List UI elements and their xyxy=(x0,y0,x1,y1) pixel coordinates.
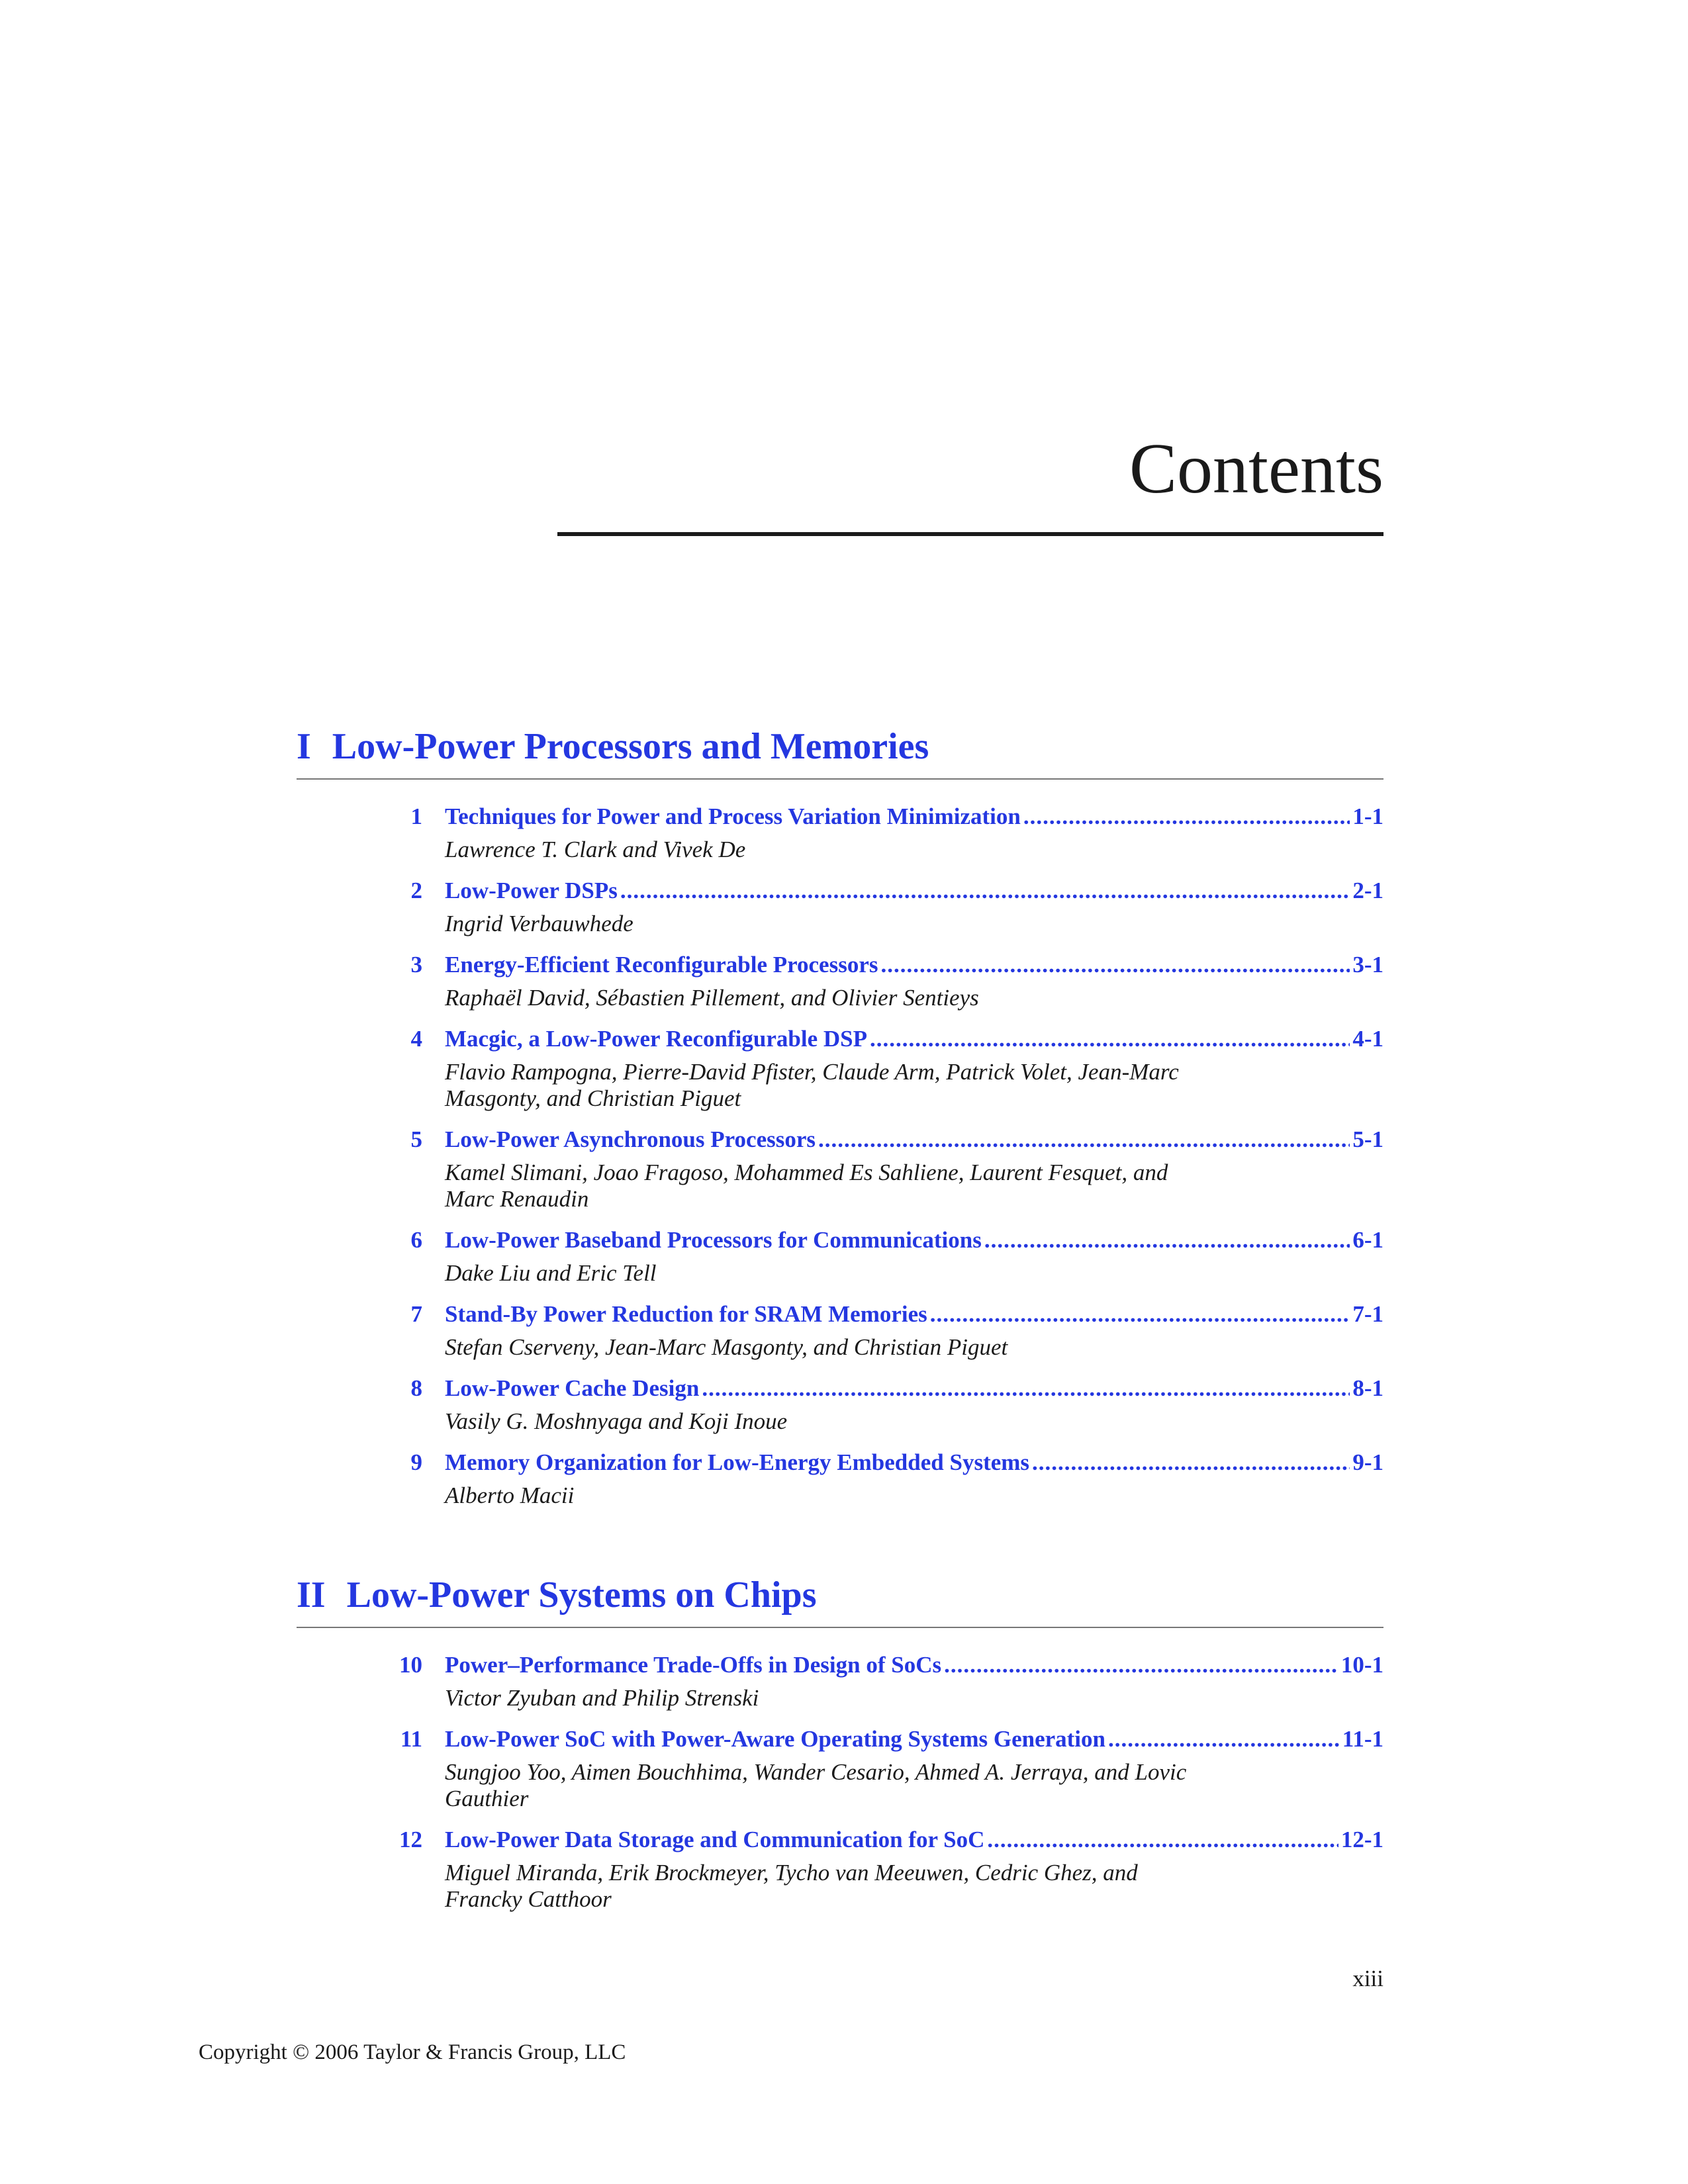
chapter-number: 7 xyxy=(410,1301,422,1327)
chapter-authors: Stefan Cserveny, Jean-Marc Masgonty, and Christian Piguet xyxy=(445,1334,1008,1360)
chapter-title: Stand-By Power Reduction for SRAM Memories xyxy=(445,1301,927,1327)
part-section xyxy=(297,728,1383,1522)
chapter-entry xyxy=(297,1125,1383,1212)
chapter-link[interactable] xyxy=(297,950,1383,979)
dot-leader xyxy=(818,1125,1350,1154)
chapter-authors: Vasily G. Moshnyaga and Koji Inoue xyxy=(445,1408,788,1434)
chapter-number: 8 xyxy=(410,1375,422,1401)
chapter-number: 2 xyxy=(410,878,422,903)
chapter-link[interactable] xyxy=(297,1725,1383,1754)
chapter-entry xyxy=(297,1725,1383,1812)
chapter-number: 9 xyxy=(410,1449,422,1475)
chapter-entry xyxy=(297,1300,1383,1361)
chapter-title: Low-Power SoC with Power-Aware Operating Systems Generation xyxy=(445,1726,1105,1752)
chapter-title: Low-Power DSPs xyxy=(445,878,618,903)
chapter-authors: Sungjoo Yoo, Aimen Bouchhima, Wander Cesario, Ahmed A. Jerraya, and Lovic Gauthier xyxy=(445,1759,1187,1811)
chapter-entry xyxy=(297,802,1383,863)
chapter-authors: Kamel Slimani, Joao Fragoso, Mohammed Es Sahliene, Laurent Fesquet, and Marc Renaudin xyxy=(445,1160,1168,1212)
chapter-page: 9-1 xyxy=(1352,1449,1383,1475)
chapter-link[interactable] xyxy=(297,876,1383,905)
chapter-page: 2-1 xyxy=(1352,878,1383,903)
chapter-title: Low-Power Cache Design xyxy=(445,1375,700,1401)
contents-title: Contents xyxy=(1129,430,1383,508)
dot-leader xyxy=(881,950,1350,979)
chapter-title: Low-Power Data Storage and Communication for SoC xyxy=(445,1827,985,1852)
part-heading[interactable] xyxy=(297,1576,1383,1616)
part-number: I xyxy=(297,726,311,767)
dot-leader xyxy=(1032,1448,1350,1477)
chapter-page: 11-1 xyxy=(1342,1726,1383,1752)
chapter-page: 1-1 xyxy=(1352,803,1383,829)
chapter-link[interactable] xyxy=(297,1825,1383,1854)
part-number: II xyxy=(297,1574,326,1615)
chapter-authors: Dake Liu and Eric Tell xyxy=(445,1260,657,1286)
chapter-title: Low-Power Asynchronous Processors xyxy=(445,1126,816,1152)
dot-leader xyxy=(702,1374,1350,1403)
dot-leader xyxy=(1023,802,1350,831)
chapter-authors: Miguel Miranda, Erik Brockmeyer, Tycho van Meeuwen, Cedric Ghez, and Francky Catthoor xyxy=(445,1860,1138,1912)
chapter-number: 5 xyxy=(410,1126,422,1152)
chapter-title: Techniques for Power and Process Variation Minimization xyxy=(445,803,1021,829)
chapter-link[interactable] xyxy=(297,1651,1383,1680)
chapter-page: 8-1 xyxy=(1352,1375,1383,1401)
chapter-number: 6 xyxy=(410,1227,422,1253)
chapter-link[interactable] xyxy=(297,1125,1383,1154)
chapter-title: Low-Power Baseband Processors for Communications xyxy=(445,1227,982,1253)
page-number: xiii xyxy=(1352,1966,1383,1991)
copyright-notice: Copyright © 2006 Taylor & Francis Group, LLC xyxy=(199,2040,626,2064)
dot-leader xyxy=(1108,1725,1340,1754)
chapter-page: 5-1 xyxy=(1352,1126,1383,1152)
dot-leader xyxy=(870,1024,1350,1054)
chapter-authors: Flavio Rampogna, Pierre-David Pfister, Claude Arm, Patrick Volet, Jean-Marc Masgonty, and Christian Piguet xyxy=(445,1059,1179,1111)
chapter-title: Power–Performance Trade-Offs in Design of SoCs xyxy=(445,1652,942,1678)
chapter-entry xyxy=(297,950,1383,1011)
chapter-link[interactable] xyxy=(297,1226,1383,1255)
chapter-page: 6-1 xyxy=(1352,1227,1383,1253)
chapter-title: Macgic, a Low-Power Reconfigurable DSP xyxy=(445,1026,867,1052)
part-title: Low-Power Systems on Chips xyxy=(346,1574,817,1615)
chapter-number: 11 xyxy=(400,1726,422,1752)
chapter-entry xyxy=(297,1374,1383,1435)
chapter-title: Memory Organization for Low-Energy Embedded Systems xyxy=(445,1449,1030,1475)
chapter-page: 12-1 xyxy=(1340,1827,1383,1852)
chapter-entry xyxy=(297,876,1383,937)
dot-leader xyxy=(930,1300,1350,1329)
chapter-page: 3-1 xyxy=(1352,952,1383,978)
chapter-authors: Victor Zyuban and Philip Strenski xyxy=(445,1685,759,1711)
chapter-page: 10-1 xyxy=(1340,1652,1383,1678)
chapter-entry xyxy=(297,1448,1383,1509)
chapter-link[interactable] xyxy=(297,802,1383,831)
dot-leader xyxy=(987,1825,1338,1854)
part-heading[interactable] xyxy=(297,728,1383,768)
chapter-link[interactable] xyxy=(297,1300,1383,1329)
chapter-number: 3 xyxy=(410,952,422,978)
chapter-entry xyxy=(297,1651,1383,1711)
chapter-authors: Alberto Macii xyxy=(445,1482,575,1508)
title-rule xyxy=(557,532,1383,536)
dot-leader xyxy=(984,1226,1350,1255)
dot-leader xyxy=(620,876,1350,905)
chapter-entry xyxy=(297,1226,1383,1287)
chapter-page: 4-1 xyxy=(1352,1026,1383,1052)
chapter-list xyxy=(297,802,1383,1509)
chapter-list xyxy=(297,1651,1383,1913)
chapter-number: 4 xyxy=(410,1026,422,1052)
chapter-page: 7-1 xyxy=(1352,1301,1383,1327)
chapter-entry xyxy=(297,1825,1383,1913)
part-rule xyxy=(297,778,1383,780)
chapter-authors: Ingrid Verbauwhede xyxy=(445,911,633,936)
part-title: Low-Power Processors and Memories xyxy=(332,726,929,767)
chapter-authors: Raphaël David, Sébastien Pillement, and Olivier Sentieys xyxy=(445,985,979,1011)
chapter-link[interactable] xyxy=(297,1448,1383,1477)
chapter-number: 12 xyxy=(399,1827,422,1852)
chapter-number: 1 xyxy=(410,803,422,829)
chapter-title: Energy-Efficient Reconfigurable Processors xyxy=(445,952,878,978)
chapter-number: 10 xyxy=(399,1652,422,1678)
chapter-entry xyxy=(297,1024,1383,1112)
chapter-link[interactable] xyxy=(297,1024,1383,1054)
part-rule xyxy=(297,1627,1383,1628)
chapter-authors: Lawrence T. Clark and Vivek De xyxy=(445,837,746,862)
part-section xyxy=(297,1576,1383,1926)
chapter-link[interactable] xyxy=(297,1374,1383,1403)
dot-leader xyxy=(944,1651,1338,1680)
